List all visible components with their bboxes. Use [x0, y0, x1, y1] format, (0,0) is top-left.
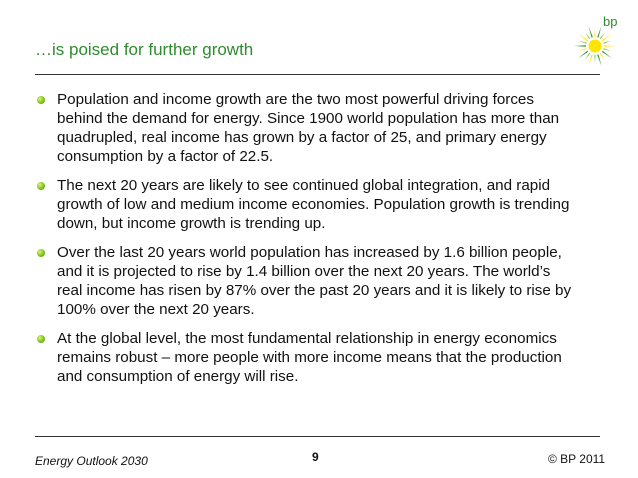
helios-ray [578, 34, 589, 42]
helios-ray [594, 29, 595, 38]
bullet-dot-icon [37, 249, 45, 257]
copyright: © BP 2011 [548, 452, 606, 466]
helios-ray [601, 34, 612, 42]
bullet-text: Population and income growth are the two most powerful driving forces behind the demand for energy. Since 1900 world population has more than quadrupled, real income has grown by a factor of 25, and primary energy consumption by a factor of 22.5. [57, 91, 560, 165]
footer-title: Energy Outlook 2030 [35, 454, 148, 468]
helios-ray [578, 50, 589, 58]
bullet-dot-icon [37, 96, 45, 104]
bullet-text: The next 20 years are likely to see continued global integration, and rapid growth of low and medium income economies. Population growth is trending down, but income growth is trending up. [57, 177, 570, 232]
bullet-item [37, 243, 577, 319]
bp-wordmark: bp [603, 14, 618, 29]
bullet-dot-icon [37, 335, 45, 343]
page-number: 9 [312, 450, 319, 464]
helios-ray [574, 45, 587, 46]
bullet-item [37, 329, 577, 386]
helios-ray [597, 53, 602, 66]
bullet-text: Over the last 20 years world population has increased by 1.6 billion people, and it is projected to rise by 1.4 billion over the next 20 years. The world’s real income has risen by 87% over the past 20 years and it is likely to rise by 100% over the next 20 years. [57, 244, 572, 318]
helios-ray [594, 54, 595, 63]
helios-ray [601, 50, 612, 58]
slide-title: …is poised for further growth [35, 40, 254, 59]
bullet-dot-icon [37, 182, 45, 190]
helios-ray [597, 26, 602, 39]
bp-helios-logo-icon [572, 14, 618, 70]
helios-ray [589, 53, 594, 66]
helios-ray [589, 26, 594, 39]
bullet-text: At the global level, the most fundamental relationship in energy economics remains robust – more people with more income means that the production and consumption of energy will rise. [57, 330, 562, 385]
bullet-item [37, 90, 577, 166]
helios-ray [603, 45, 616, 46]
title-divider [35, 74, 600, 75]
bullet-list [37, 90, 577, 396]
bullet-item [37, 176, 577, 233]
footer-divider [35, 436, 600, 437]
